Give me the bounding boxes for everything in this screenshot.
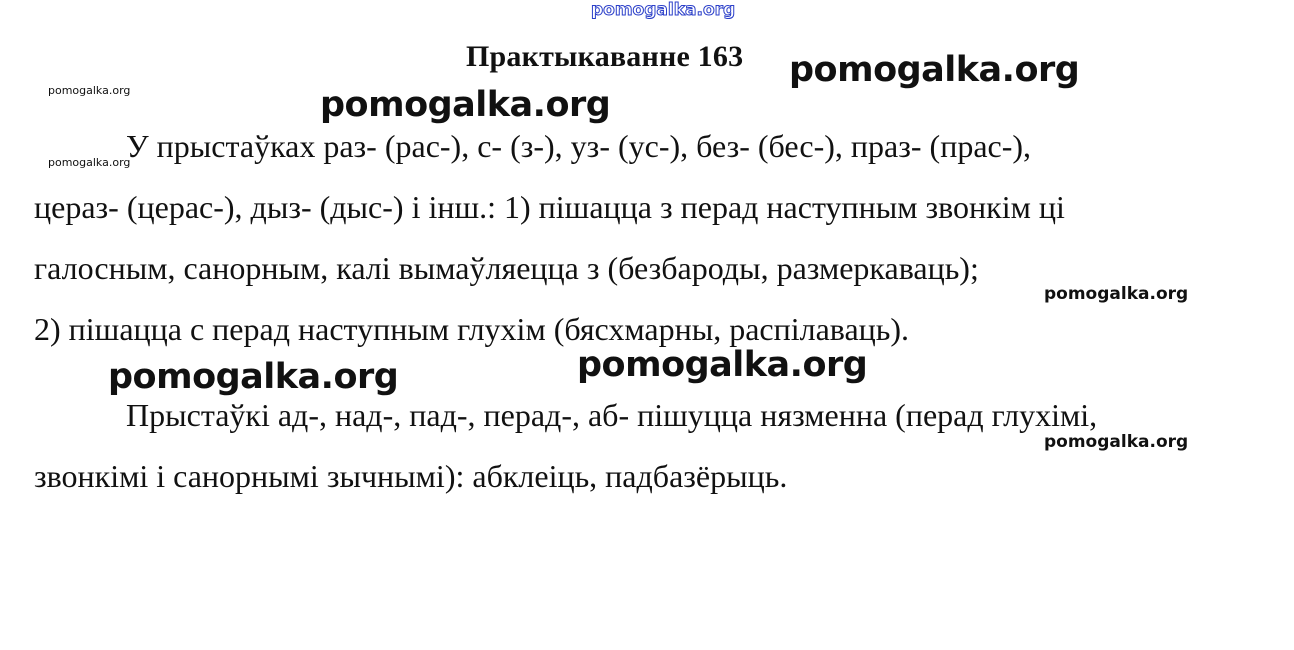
watermark-medium: pomogalka.org xyxy=(1044,284,1189,304)
watermark-small: pomogalka.org xyxy=(48,84,131,97)
paragraph-2-line-2: звонкімі і санорнымі зычнымі): абклеіць, падбазёрыць. xyxy=(34,458,788,494)
watermark-large: pomogalka.org xyxy=(320,85,611,125)
paragraph-1-line-1: У прыстаўках раз- (рас-), с- (з-), уз- (ус-), без- (бес-), праз- (прас-), xyxy=(126,128,1032,164)
watermark-medium: pomogalka.org xyxy=(1044,432,1189,452)
watermark-small: pomogalka.org xyxy=(48,156,131,169)
paragraph-1-line-2: цераз- (церас-), дыз- (дыс-) і інш.: 1) пішацца з перад наступным звонкім ці xyxy=(34,189,1065,225)
watermark-top-outline: pomogalka.org xyxy=(591,0,736,20)
paragraph-2-line-1: Прыстаўкі ад-, над-, пад-, перад-, аб- пішуцца нязменна (перад глухімі, xyxy=(126,397,1098,433)
watermark-large: pomogalka.org xyxy=(789,50,1080,90)
exercise-title: Практыкаванне 163 xyxy=(466,40,744,73)
paragraph-1-line-3: галосным, санорным, калі вымаўляецца з (безбароды, размеркаваць); xyxy=(34,250,979,286)
watermark-large: pomogalka.org xyxy=(577,345,868,385)
paragraph-1-line-4: 2) пішацца с перад наступным глухім (бясхмарны, распілаваць). xyxy=(34,311,910,347)
watermark-large: pomogalka.org xyxy=(108,357,399,397)
